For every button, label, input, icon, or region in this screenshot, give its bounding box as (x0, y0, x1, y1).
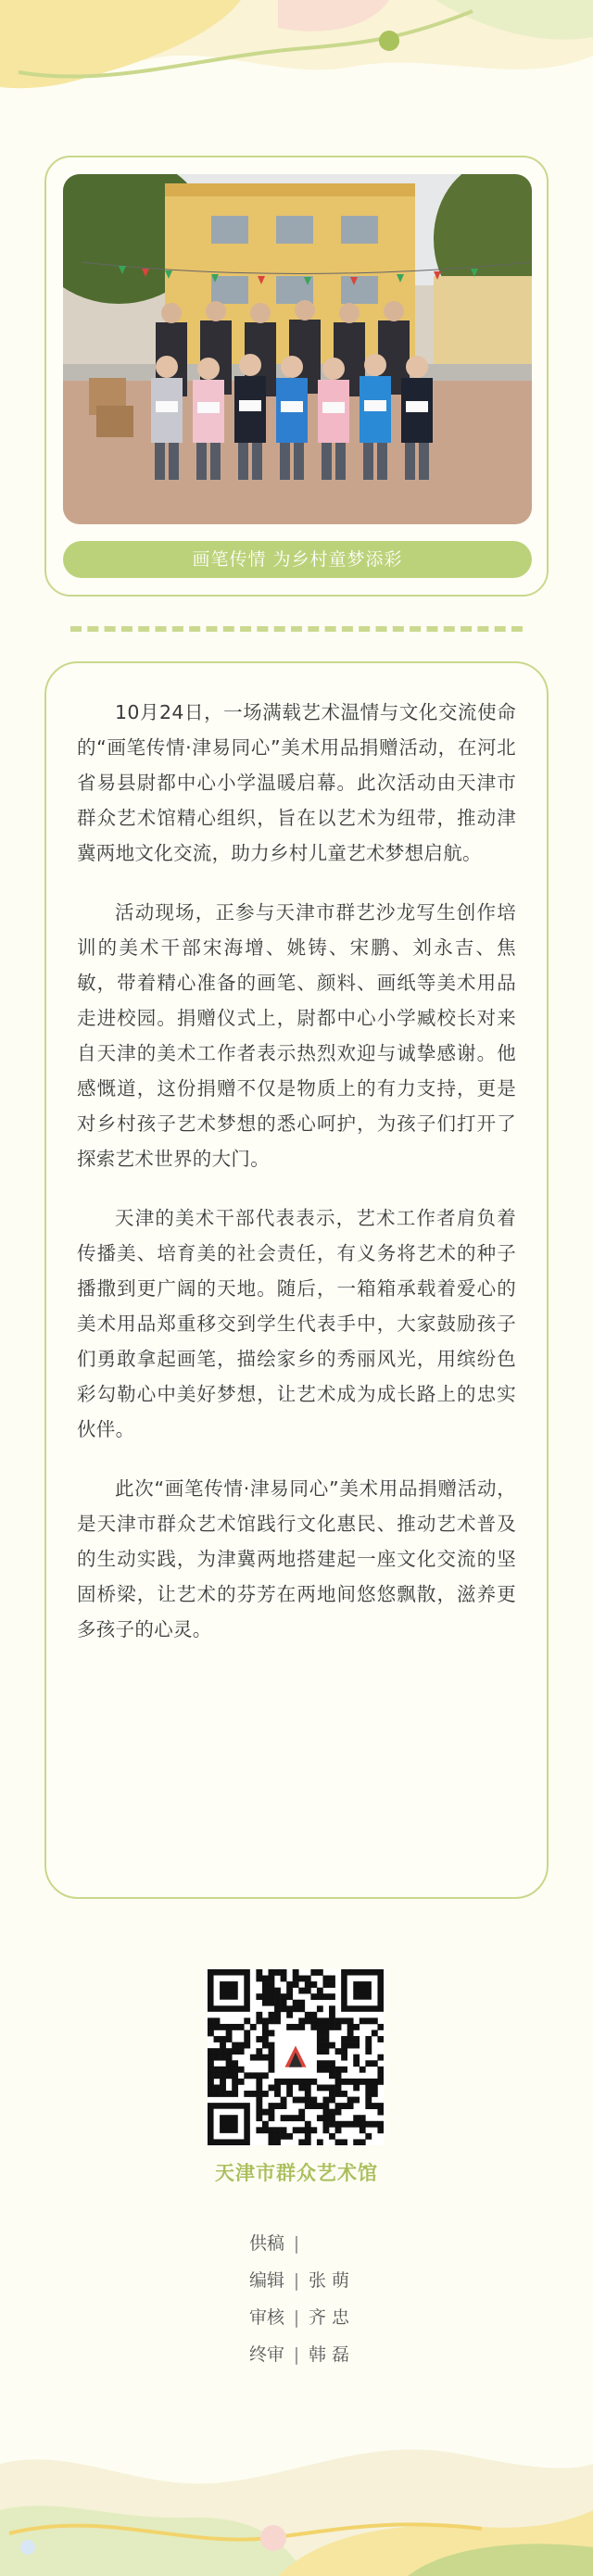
article-paragraph: 10月24日，一场满载艺术温情与文化交流使命的“画笔传情·津易同心”美术用品捐赠活动，在河北省易县尉都中心小学温暖启幕。此次活动由天津市群众艺术馆精心组织，旨在以艺术为纽带，推动津冀两地文化交流，助力乡村儿童艺术梦想启航。 (77, 701, 516, 864)
event-photo (63, 174, 532, 524)
credit-separator: | (293, 2233, 300, 2254)
article-card (44, 661, 549, 1899)
credit-label: 终审 (248, 2344, 284, 2365)
qr-code-icon[interactable] (208, 1969, 384, 2145)
credit-value (309, 2225, 364, 2262)
credit-label: 编辑 (248, 2270, 284, 2291)
credit-value: 齐忠 (309, 2307, 356, 2328)
article-paragraph: 此次“画笔传情·津易同心”美术用品捐赠活动，是天津市群众艺术馆践行文化惠民、推动艺术普及的生动实践，为津冀两地搭建起一座文化交流的坚固桥梁，让艺术的芬芳在两地间悠悠飘散，滋养更多孩子的心灵。 (77, 1477, 516, 1640)
article-paragraph: 天津的美术干部代表表示，艺术工作者肩负着传播美、培育美的社会责任，有义务将艺术的种子播撒到更广阔的天地。随后，一箱箱承载着爱心的美术用品郑重移交到学生代表手中，大家鼓励孩子们勇敢拿起画笔，描绘家乡的秀丽风光，用缤纷色彩勾勒心中美好梦想，让艺术成为成长路上的忠实伙伴。 (77, 1207, 516, 1440)
section-divider (70, 626, 523, 632)
credit-row-reviewer (0, 2299, 593, 2336)
bottom-decoration (0, 2408, 593, 2576)
credits (0, 2225, 593, 2373)
credit-row-contributor (0, 2225, 593, 2262)
credit-value: 张萌 (309, 2270, 356, 2291)
credit-row-final-review (0, 2336, 593, 2373)
article-body (77, 695, 516, 1671)
credit-label: 审核 (248, 2307, 284, 2328)
photo-card (44, 156, 549, 597)
photo-caption: 画笔传情 为乡村童梦添彩 (63, 541, 532, 578)
credit-separator: | (293, 2344, 300, 2365)
top-decoration (0, 0, 593, 102)
credit-label: 供稿 (248, 2233, 284, 2254)
credit-separator: | (293, 2270, 300, 2291)
credit-row-editor (0, 2262, 593, 2299)
organization-name: 天津市群众艺术馆 (215, 2162, 378, 2184)
museum-logo-icon (276, 2038, 315, 2077)
credit-separator: | (293, 2307, 300, 2328)
credit-value: 韩磊 (309, 2344, 356, 2365)
article-paragraph: 活动现场，正参与天津市群艺沙龙写生创作培训的美术干部宋海增、姚铸、宋鹏、刘永吉、焦敏，带着精心准备的画笔、颜料、画纸等美术用品走进校园。捐赠仪式上，尉都中心小学臧校长对来自天津的美术工作者表示热烈欢迎与诚挚感谢。他感慨道，这份捐赠不仅是物质上的有力支持，更是对乡村孩子艺术梦想的悉心呵护，为孩子们打开了探索艺术世界的大门。 (77, 901, 516, 1170)
